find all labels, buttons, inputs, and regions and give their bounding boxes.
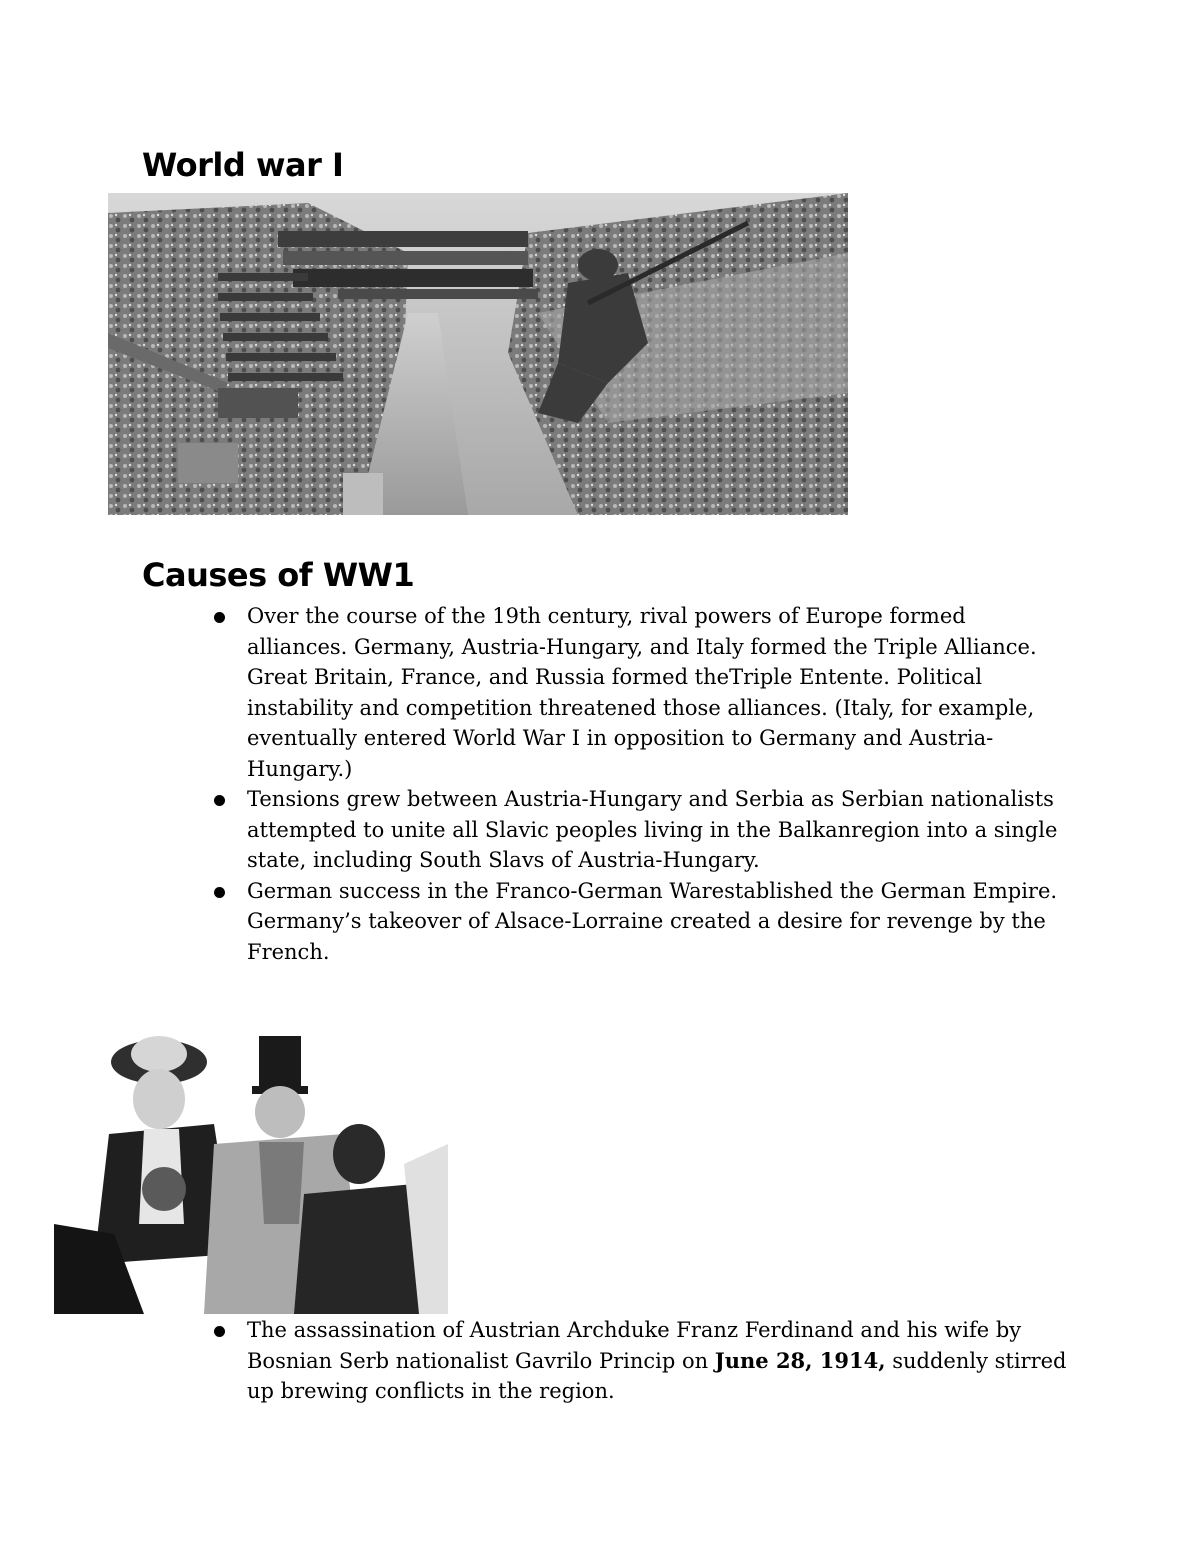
list-item [212, 601, 1072, 784]
list-item [212, 784, 1072, 876]
list-item-text: Tensions grew between Austria-Hungary and Serbia as Serbian nationalists attempted to unite all Slavic peoples living in the Balkanregion into a single state, including South Slavs of Austria-Hungary. [247, 787, 1058, 872]
list-item-text: German success in the Franco-German Warestablished the German Empire. Germany’s takeover of Alsace-Lorraine created a desire for revenge by the French. [247, 878, 1058, 964]
bullet-icon [214, 612, 225, 623]
page-title: World war I [142, 146, 344, 184]
assassination-text-after: suddenly stirred up brewing conflicts in the region. [247, 1348, 1067, 1403]
bullet-icon [214, 1326, 225, 1337]
bullet-icon [214, 795, 225, 806]
trench-photo [108, 193, 848, 515]
causes-list [212, 601, 1072, 967]
assassination-date: June 28, 1914, [714, 1347, 886, 1373]
bullet-icon [214, 887, 225, 898]
archduke-photo [54, 1024, 448, 1314]
assassination-list [212, 1315, 1072, 1407]
list-item [212, 1315, 1072, 1407]
list-item-text: Over the course of the 19th century, rival powers of Europe formed alliances. Germany, Austria-Hungary, and Italy formed the Triple Alliance. Great Britain, France, and Russia formed theTriple Entente. Political instability and competition threatened those alliances. (Italy, for example, eventually entered World War I in opposition to Germany and Austria-Hungary.) [247, 604, 1037, 781]
trench-photo-illustration [108, 193, 848, 515]
section-heading-causes: Causes of WW1 [142, 556, 415, 594]
list-item [212, 876, 1072, 968]
archduke-photo-illustration [54, 1024, 448, 1314]
assassination-text-before: The assassination of Austrian Archduke Franz Ferdinand and his wife by Bosnian Serb nationalist Gavrilo Princip on [247, 1318, 1022, 1373]
list-item-text [247, 1318, 1067, 1403]
